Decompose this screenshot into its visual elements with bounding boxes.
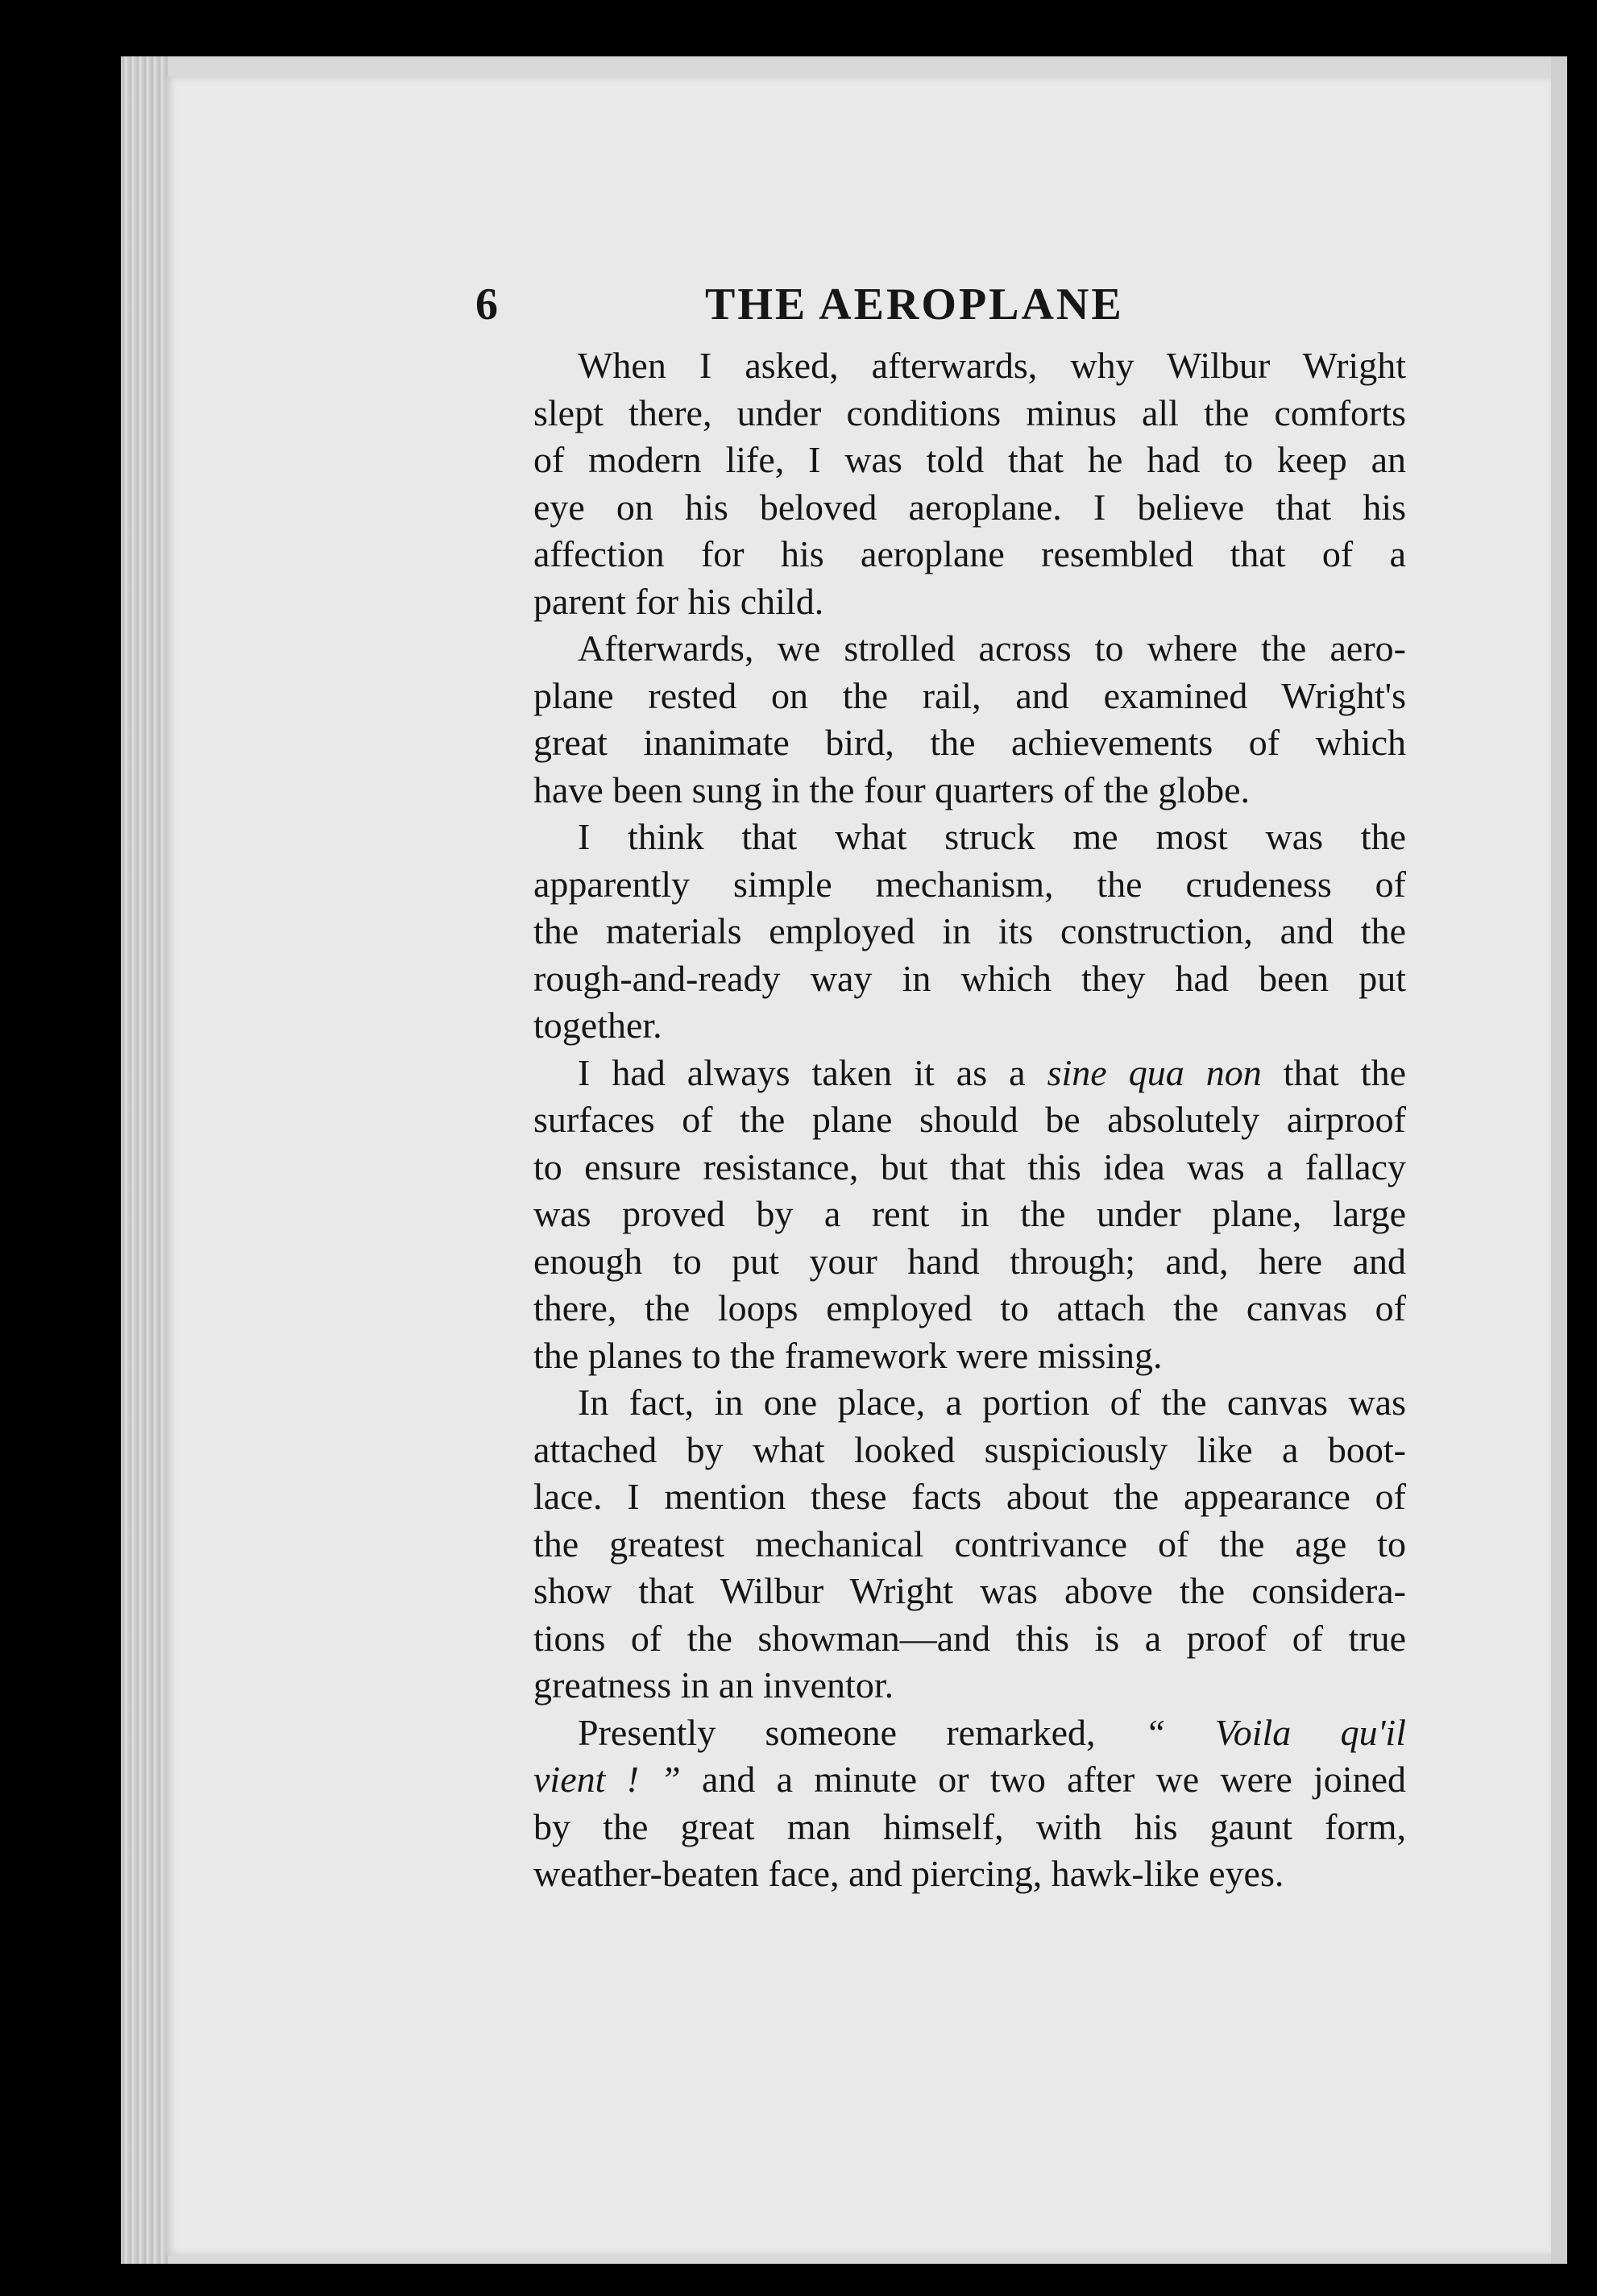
paragraph-5 — [483, 1379, 1406, 1710]
text-line: rough-and-ready way in which they had been put — [533, 957, 1406, 999]
text-line: to ensure resistance, but that this idea was a fallacy — [533, 1146, 1406, 1187]
paragraph-3 — [483, 814, 1406, 1050]
text-line — [483, 1756, 1406, 1804]
italic-phrase: “ Voila qu'il — [1144, 1711, 1406, 1753]
text-line: great inanimate bird, the achievements of which — [533, 722, 1406, 763]
paragraph-4 — [483, 1050, 1406, 1380]
text-line: attached by what looked suspiciously like a boot- — [533, 1428, 1406, 1470]
paragraph-6 — [483, 1710, 1406, 1898]
text-line: there, the loops employed to attach the canvas of — [533, 1287, 1406, 1328]
italic-phrase: vient ! ” — [533, 1759, 681, 1800]
page-header — [475, 272, 1201, 337]
text-line: surfaces of the plane should be absolutely airproof — [533, 1099, 1406, 1140]
text-line: apparently simple mechanism, the crudeness of — [533, 863, 1406, 905]
text-line: I think that what struck me most was the — [578, 816, 1406, 857]
text-line: the planes to the framework were missing. — [533, 1334, 1163, 1376]
text-line: When I asked, afterwards, why Wilbur Wright — [578, 345, 1406, 386]
text-line: lace. I mention these facts about the appearance of — [533, 1476, 1406, 1517]
text-line: tions of the showman—and this is a proof of true — [533, 1617, 1406, 1659]
text-line: together. — [533, 1005, 662, 1046]
text-line — [483, 1710, 1406, 1757]
text-line: was proved by a rent in the under plane, large — [533, 1193, 1406, 1234]
body-text — [483, 342, 1406, 1898]
text-line: parent for his child. — [533, 580, 824, 622]
text-line: weather-beaten face, and piercing, hawk-like eyes. — [533, 1853, 1284, 1894]
text-segment: and a minute or two after we were joined — [680, 1759, 1406, 1800]
text-line: of modern life, I was told that he had to keep an — [533, 439, 1406, 480]
page-stack-left-edge — [121, 56, 169, 2264]
text-segment: Presently someone remarked, — [578, 1711, 1145, 1753]
text-line: the materials employed in its construction, and the — [533, 910, 1406, 951]
paragraph-2 — [483, 625, 1406, 814]
text-line: plane rested on the rail, and examined Wright's — [533, 674, 1406, 716]
text-line: have been sung in the four quarters of the globe. — [533, 769, 1251, 810]
page-stack-right-edge — [1551, 56, 1567, 2264]
text-line: In fact, in one place, a portion of the canvas was — [578, 1382, 1406, 1423]
text-line: the greatest mechanical contrivance of the age to — [533, 1523, 1406, 1565]
text-segment: I had always taken it as a — [578, 1051, 1047, 1093]
text-line: slept there, under conditions minus all the comforts — [533, 392, 1406, 433]
text-line: greatness in an inventor. — [533, 1664, 894, 1705]
text-line: show that Wilbur Wright was above the considera- — [533, 1570, 1406, 1611]
text-line: affection for his aeroplane resembled that of a — [533, 533, 1406, 574]
text-line — [483, 1050, 1406, 1097]
text-line: Afterwards, we strolled across to where the aero- — [578, 628, 1406, 669]
text-line: enough to put your hand through; and, here and — [533, 1240, 1406, 1282]
paragraph-1 — [483, 342, 1406, 625]
page-number: 6 — [475, 280, 498, 329]
running-title: THE AEROPLANE — [705, 280, 1124, 329]
italic-phrase: sine qua non — [1047, 1051, 1262, 1093]
text-line: eye on his beloved aeroplane. I believe that his — [533, 486, 1406, 528]
text-segment: that the — [1261, 1051, 1406, 1093]
text-line: by the great man himself, with his gaunt form, — [533, 1805, 1406, 1847]
